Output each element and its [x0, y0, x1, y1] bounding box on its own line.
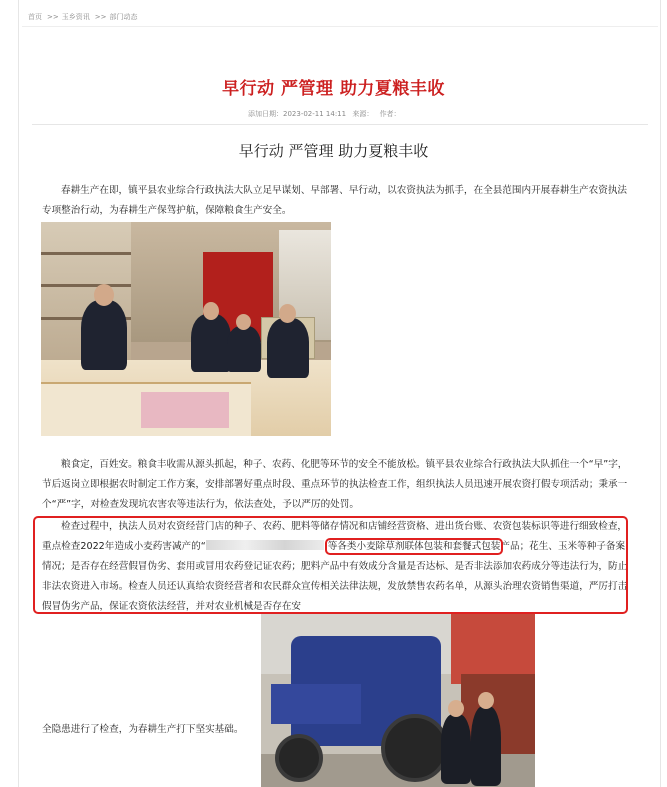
article-title: 早行动 严管理 助力夏粮丰收 — [222, 79, 445, 99]
divider — [32, 124, 648, 125]
highlighted-text: 等各类小麦除草剂联体包装和套餐式包装 — [327, 541, 501, 552]
paragraph-2: 粮食定，百姓安。粮食丰收需从源头抓起，种子、农药、化肥等环节的安全不能放松。镇平县农业综合行政执法大队抓住一个“早”字，节后返岗立即根据农时制定工作方案，安排部署好重点时段、重点环节的执法检查工作，组织执法人员迅速开展农资打假专项活动；秉承一个“严”字，对检查发现坑农害农等违法行为，依法查处，予以严厉的处罚。 — [42, 459, 628, 510]
breadcrumb — [28, 12, 139, 22]
paragraph-3 — [42, 517, 628, 617]
breadcrumb-separator: >> — [47, 13, 59, 21]
inspection-photo-1 — [41, 222, 331, 436]
meta-source: 来源： — [352, 110, 374, 118]
breadcrumb-dept[interactable]: 部门动态 — [109, 13, 138, 21]
breadcrumb-separator: >> — [94, 13, 107, 21]
paragraph-4: 全隐患进行了检查，为春耕生产打下坚实基础。 — [42, 724, 244, 735]
paragraph-3-part-a: 检查过程中，执法人员对农资经营门店的种子、农药、肥料等储存情况和店铺经营资格、进出货台账、农资包装标识等进行细致检查，重点检查2022年造成小麦药害减产的“ — [42, 521, 628, 552]
article-meta — [248, 109, 405, 119]
breadcrumb-news[interactable]: 玉乡资讯 — [61, 13, 90, 21]
redacted-text — [206, 540, 324, 550]
inspection-photo-2 — [261, 614, 535, 787]
paragraph-1: 春耕生产在即，镇平县农业综合行政执法大队立足早谋划、早部署、早行动，以农资执法为抓手，在全县范围内开展春耕生产农资执法专项整治行动，为春耕生产保驾护航，保障粮食生产安全。 — [42, 185, 628, 216]
article-subtitle: 早行动 严管理 助力夏粮丰收 — [238, 142, 429, 160]
paragraph-3-part-b: 产品；花生、玉米等种子备案情况；是否存在经营假冒伪劣、套用或冒用农药登记证农药；肥料产品中有效成分含量是否达标、是否非法添加农药成分等违法行为，防止非法农资进入市场。检查人员还认真给农资经营者和农民群众宣传相关法律法规，发放禁售农药名单，从源头治理农资销售渠道，严厉打击假冒伪劣产品，保证农资依法经营，并对农业机械是否存在安 — [42, 541, 628, 612]
breadcrumb-home[interactable]: 首页 — [28, 13, 42, 21]
divider — [22, 26, 658, 27]
meta-author: 作者： — [379, 110, 401, 118]
meta-date: 添加日期：2023-02-11 14:11 — [248, 110, 347, 118]
